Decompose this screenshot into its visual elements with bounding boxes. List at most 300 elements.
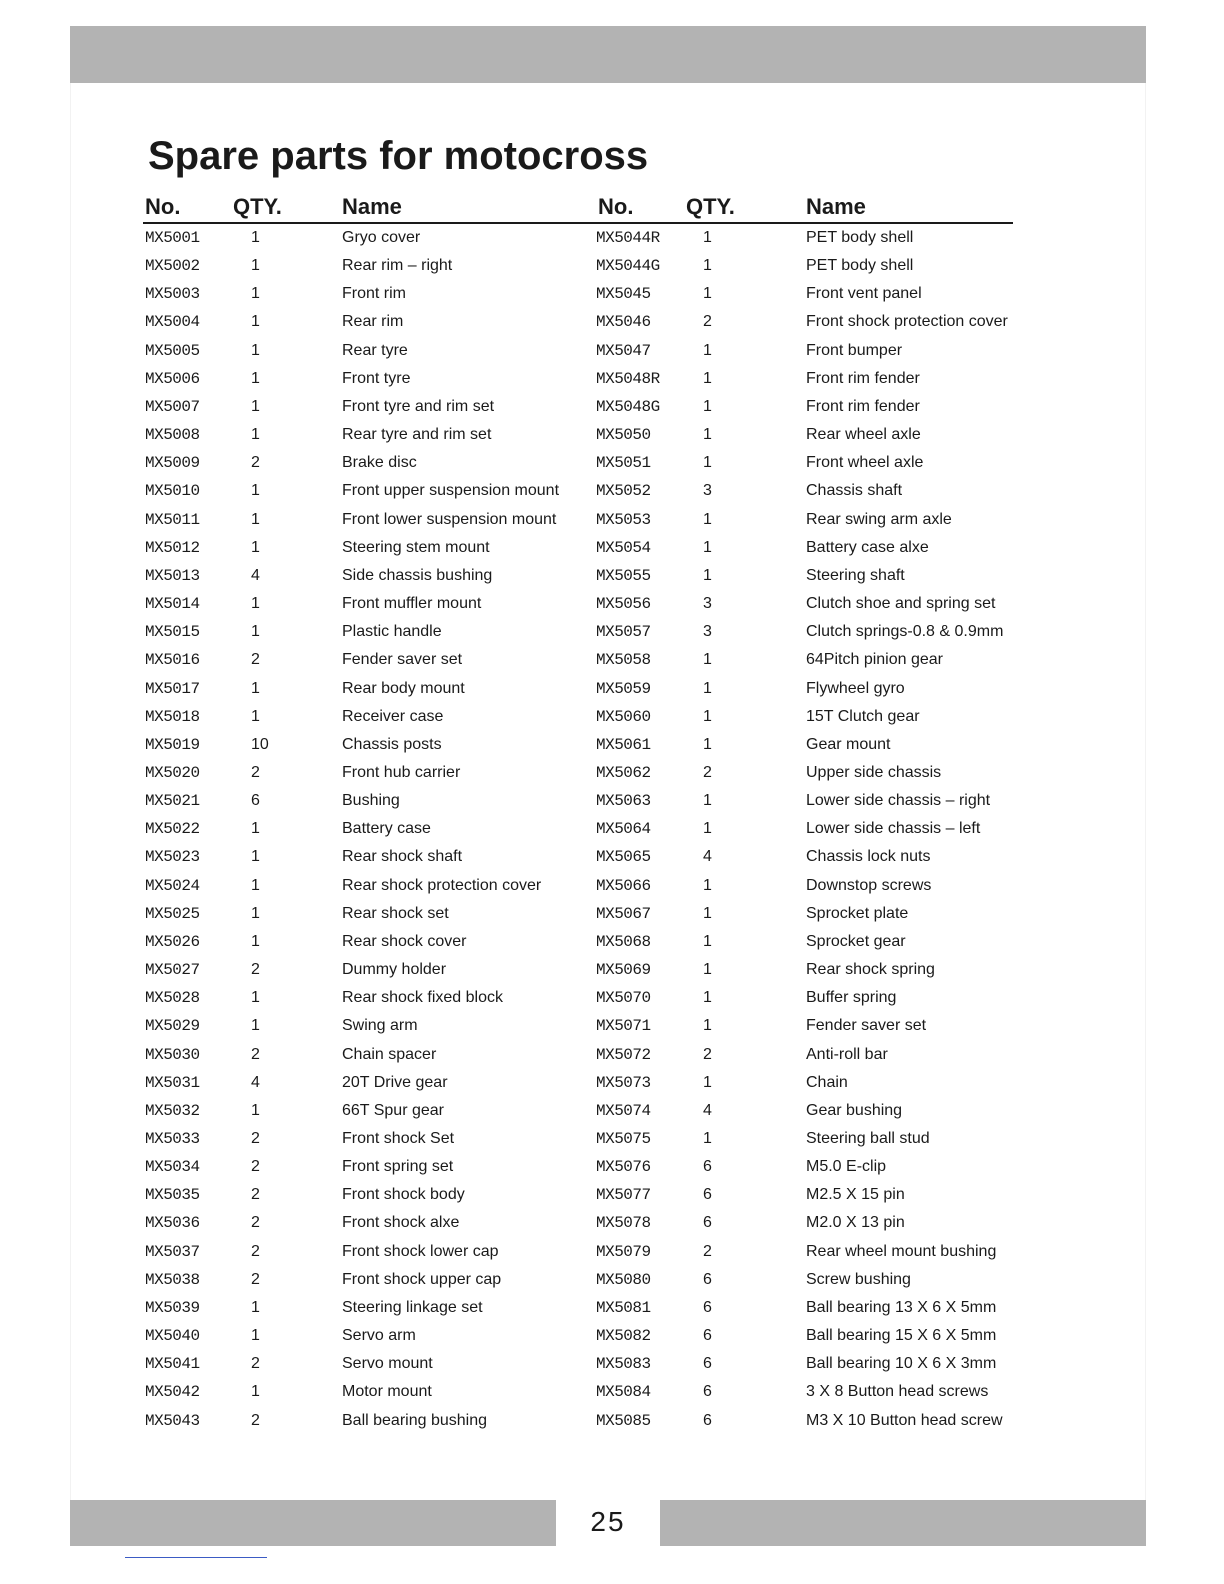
part-number-left: MX5034 — [145, 1158, 200, 1177]
part-number-left: MX5014 — [145, 595, 200, 614]
quantity-left: 1 — [251, 426, 260, 444]
quantity-right: 1 — [703, 257, 712, 275]
header-no-right: No. — [598, 194, 634, 219]
quantity-left: 1 — [251, 623, 260, 641]
part-number-left: MX5037 — [145, 1242, 200, 1261]
part-number-right: MX5066 — [596, 876, 651, 895]
part-number-right: MX5054 — [596, 538, 651, 557]
part-name-right: Clutch shoe and spring set — [806, 595, 996, 613]
quantity-left: 2 — [251, 1242, 260, 1260]
quantity-left: 1 — [251, 1327, 260, 1345]
part-name-left: Chain spacer — [342, 1045, 437, 1063]
part-number-left: MX5029 — [145, 1017, 200, 1036]
quantity-left: 1 — [251, 679, 260, 697]
quantity-left: 1 — [251, 397, 260, 415]
part-number-left: MX5030 — [145, 1045, 200, 1064]
part-name-right: M3 X 10 Button head screw — [806, 1411, 1003, 1429]
part-name-right: M2.0 X 13 pin — [806, 1214, 905, 1232]
quantity-right: 1 — [703, 369, 712, 387]
part-name-left: Front shock lower cap — [342, 1242, 499, 1260]
quantity-left: 2 — [251, 1158, 260, 1176]
part-name-left: Steering stem mount — [342, 538, 490, 556]
table-row — [0, 226, 1224, 254]
part-name-left: Steering linkage set — [342, 1298, 483, 1316]
part-number-left: MX5022 — [145, 820, 200, 839]
quantity-left: 2 — [251, 1045, 260, 1063]
part-name-right: Front vent panel — [806, 285, 922, 303]
quantity-right: 3 — [703, 595, 712, 613]
quantity-right: 1 — [703, 735, 712, 753]
part-number-right: MX5048G — [596, 397, 660, 416]
part-name-left: Servo mount — [342, 1355, 433, 1373]
table-row — [0, 902, 1224, 930]
table-row — [0, 817, 1224, 845]
part-name-left: Front shock upper cap — [342, 1270, 502, 1288]
part-name-right: M2.5 X 15 pin — [806, 1186, 905, 1204]
quantity-left: 1 — [251, 1017, 260, 1035]
part-name-right: Gear mount — [806, 735, 891, 753]
part-name-left: Rear shock protection cover — [342, 876, 542, 894]
part-number-left: MX5021 — [145, 792, 200, 811]
part-name-right: Steering shaft — [806, 566, 905, 584]
part-number-right: MX5081 — [596, 1298, 651, 1317]
table-row — [0, 1155, 1224, 1183]
quantity-left: 2 — [251, 1355, 260, 1373]
part-number-left: MX5010 — [145, 482, 200, 501]
quantity-right: 1 — [703, 1073, 712, 1091]
part-name-right: Buffer spring — [806, 989, 897, 1007]
quantity-left: 1 — [251, 1101, 260, 1119]
header-rule — [143, 222, 1013, 224]
part-number-right: MX5082 — [596, 1327, 651, 1346]
quantity-right: 1 — [703, 510, 712, 528]
part-number-left: MX5028 — [145, 989, 200, 1008]
quantity-right: 1 — [703, 876, 712, 894]
part-number-left: MX5009 — [145, 454, 200, 473]
part-name-left: Front shock body — [342, 1186, 465, 1204]
header-name-right: Name — [806, 194, 866, 219]
part-name-left: 20T Drive gear — [342, 1073, 448, 1091]
part-number-left: MX5012 — [145, 538, 200, 557]
table-row — [0, 761, 1224, 789]
part-name-right: Upper side chassis — [806, 763, 942, 781]
quantity-left: 1 — [251, 707, 260, 725]
table-row — [0, 1240, 1224, 1268]
part-name-right: Rear shock spring — [806, 961, 935, 979]
table-row — [0, 1324, 1224, 1352]
part-number-left: MX5024 — [145, 876, 200, 895]
part-number-left: MX5020 — [145, 763, 200, 782]
quantity-left: 1 — [251, 369, 260, 387]
table-row — [0, 648, 1224, 676]
part-name-left: Front tyre — [342, 369, 411, 387]
table-row — [0, 592, 1224, 620]
quantity-right: 1 — [703, 679, 712, 697]
part-name-left: Front spring set — [342, 1158, 454, 1176]
table-row — [0, 705, 1224, 733]
table-row — [0, 874, 1224, 902]
part-number-left: MX5041 — [145, 1355, 200, 1374]
part-number-right: MX5069 — [596, 961, 651, 980]
table-row — [0, 1071, 1224, 1099]
part-number-left: MX5003 — [145, 285, 200, 304]
quantity-right: 1 — [703, 285, 712, 303]
page-number: 25 — [590, 1506, 626, 1537]
part-name-left: Front upper suspension mount — [342, 482, 560, 500]
footer-link-underline — [125, 1557, 267, 1558]
table-row — [0, 958, 1224, 986]
part-name-right: Steering ball stud — [806, 1130, 930, 1147]
part-number-right: MX5058 — [596, 651, 651, 670]
quantity-right: 6 — [703, 1186, 712, 1204]
quantity-left: 2 — [251, 651, 260, 669]
table-row — [0, 310, 1224, 338]
part-name-left: Fender saver set — [342, 651, 463, 669]
part-number-right: MX5076 — [596, 1158, 651, 1177]
quantity-right: 2 — [703, 1242, 712, 1260]
part-number-right: MX5059 — [596, 679, 651, 698]
quantity-left: 1 — [251, 820, 260, 838]
part-name-left: Rear shock shaft — [342, 848, 463, 866]
part-name-left: Front hub carrier — [342, 763, 461, 781]
part-number-left: MX5042 — [145, 1383, 200, 1402]
table-row — [0, 845, 1224, 873]
part-number-left: MX5035 — [145, 1186, 200, 1205]
part-number-left: MX5001 — [145, 229, 200, 247]
part-name-right: Ball bearing 13 X 6 X 5mm — [806, 1298, 997, 1316]
top-band — [70, 26, 1146, 83]
part-name-right: Flywheel gyro — [806, 679, 905, 697]
part-number-left: MX5033 — [145, 1130, 200, 1148]
part-number-right: MX5055 — [596, 566, 651, 585]
part-name-right: Ball bearing 15 X 6 X 5mm — [806, 1327, 997, 1345]
quantity-right: 4 — [703, 848, 712, 866]
quantity-left: 2 — [251, 961, 260, 979]
part-number-right: MX5071 — [596, 1017, 651, 1036]
part-name-right: Front bumper — [806, 341, 903, 359]
quantity-right: 1 — [703, 426, 712, 444]
part-number-left: MX5007 — [145, 397, 200, 416]
part-number-left: MX5008 — [145, 426, 200, 445]
part-number-right: MX5061 — [596, 735, 651, 754]
part-name-left: Motor mount — [342, 1383, 432, 1401]
table-row — [0, 1099, 1224, 1127]
quantity-right: 1 — [703, 341, 712, 359]
part-number-right: MX5063 — [596, 792, 651, 811]
part-number-left: MX5038 — [145, 1270, 200, 1289]
header-qty-right: QTY. — [686, 194, 735, 219]
part-name-left: Rear tyre — [342, 341, 408, 359]
quantity-left: 1 — [251, 341, 260, 359]
part-name-left: Rear shock cover — [342, 932, 467, 950]
quantity-right: 6 — [703, 1355, 712, 1373]
part-name-left: Rear shock set — [342, 904, 449, 922]
part-name-left: Receiver case — [342, 707, 444, 725]
part-name-left: Ball bearing bushing — [342, 1411, 487, 1429]
part-number-left: MX5032 — [145, 1101, 200, 1120]
part-name-right: Front rim fender — [806, 369, 920, 387]
part-number-left: MX5027 — [145, 961, 200, 980]
part-name-right: Rear wheel axle — [806, 426, 921, 444]
part-name-right: Lower side chassis – right — [806, 792, 991, 810]
part-name-left: Gryo cover — [342, 229, 421, 246]
part-number-right: MX5057 — [596, 623, 651, 642]
table-row — [0, 1409, 1224, 1437]
part-number-right: MX5064 — [596, 820, 651, 839]
quantity-left: 1 — [251, 1298, 260, 1316]
quantity-left: 2 — [251, 1130, 260, 1147]
quantity-right: 1 — [703, 792, 712, 810]
table-row — [0, 479, 1224, 507]
quantity-left: 2 — [251, 454, 260, 472]
quantity-left: 1 — [251, 904, 260, 922]
part-number-left: MX5002 — [145, 257, 200, 276]
part-number-right: MX5067 — [596, 904, 651, 923]
part-number-left: MX5025 — [145, 904, 200, 923]
part-number-left: MX5006 — [145, 369, 200, 388]
table-row — [0, 1296, 1224, 1324]
quantity-right: 1 — [703, 904, 712, 922]
part-name-right: Fender saver set — [806, 1017, 927, 1035]
part-name-right: Gear bushing — [806, 1101, 903, 1119]
part-number-right: MX5062 — [596, 763, 651, 782]
quantity-right: 1 — [703, 1130, 712, 1147]
quantity-left: 4 — [251, 566, 260, 584]
part-number-right: MX5048R — [596, 369, 660, 388]
quantity-left: 1 — [251, 257, 260, 275]
part-name-left: Swing arm — [342, 1017, 418, 1035]
quantity-left: 1 — [251, 932, 260, 950]
part-name-right: Screw bushing — [806, 1270, 911, 1288]
table-row — [0, 986, 1224, 1014]
quantity-left: 1 — [251, 848, 260, 866]
table-row — [0, 677, 1224, 705]
part-number-right: MX5044G — [596, 257, 660, 276]
table-row — [0, 339, 1224, 367]
part-number-right: MX5046 — [596, 313, 651, 332]
part-name-right: Front wheel axle — [806, 454, 924, 472]
header-name-left: Name — [342, 194, 402, 219]
quantity-right: 2 — [703, 763, 712, 781]
quantity-right: 2 — [703, 313, 712, 331]
parts-table — [0, 226, 1224, 1437]
part-number-left: MX5036 — [145, 1214, 200, 1233]
part-number-right: MX5047 — [596, 341, 651, 360]
part-number-right: MX5077 — [596, 1186, 651, 1205]
part-name-left: Front tyre and rim set — [342, 397, 495, 415]
quantity-left: 1 — [251, 313, 260, 331]
part-number-left: MX5040 — [145, 1327, 200, 1346]
table-row — [0, 1380, 1224, 1408]
part-name-right: Rear wheel mount bushing — [806, 1242, 997, 1260]
table-row — [0, 620, 1224, 648]
table-row — [0, 367, 1224, 395]
part-number-right: MX5074 — [596, 1101, 651, 1120]
part-number-right: MX5068 — [596, 932, 651, 951]
table-row — [0, 930, 1224, 958]
part-name-left: Rear body mount — [342, 679, 465, 697]
part-number-right: MX5056 — [596, 595, 651, 614]
table-row — [0, 564, 1224, 592]
part-name-right: Downstop screws — [806, 876, 932, 894]
part-name-right: 3 X 8 Button head screws — [806, 1383, 989, 1401]
part-name-right: Sprocket plate — [806, 904, 909, 922]
part-name-left: 66T Spur gear — [342, 1101, 444, 1119]
part-number-left: MX5023 — [145, 848, 200, 867]
part-name-right: 15T Clutch gear — [806, 707, 920, 725]
quantity-left: 1 — [251, 876, 260, 894]
quantity-right: 1 — [703, 229, 712, 246]
part-name-left: Front shock alxe — [342, 1214, 460, 1232]
part-number-right: MX5050 — [596, 426, 651, 445]
footer-band-left — [70, 1500, 556, 1546]
part-name-right: Lower side chassis – left — [806, 820, 981, 838]
part-name-left: Plastic handle — [342, 623, 442, 641]
table-row — [0, 254, 1224, 282]
part-name-left: Dummy holder — [342, 961, 447, 979]
part-number-left: MX5015 — [145, 623, 200, 642]
quantity-left: 1 — [251, 482, 260, 500]
part-name-left: Side chassis bushing — [342, 566, 493, 584]
part-name-right: Sprocket gear — [806, 932, 906, 950]
part-name-left: Front shock Set — [342, 1130, 455, 1147]
part-number-right: MX5053 — [596, 510, 651, 529]
header-no-left: No. — [145, 194, 181, 219]
table-row — [0, 733, 1224, 761]
quantity-left: 2 — [251, 1186, 260, 1204]
part-name-right: Rear swing arm axle — [806, 510, 952, 528]
page-title: Spare parts for motocross — [148, 134, 649, 178]
part-name-right: M5.0 E-clip — [806, 1158, 887, 1176]
part-name-left: Rear tyre and rim set — [342, 426, 492, 444]
part-name-left: Bushing — [342, 792, 400, 810]
part-name-left: Brake disc — [342, 454, 417, 472]
table-row — [0, 1127, 1224, 1155]
quantity-left: 1 — [251, 229, 260, 246]
quantity-right: 1 — [703, 397, 712, 415]
quantity-left: 1 — [251, 510, 260, 528]
quantity-right: 1 — [703, 566, 712, 584]
quantity-left: 6 — [251, 792, 260, 810]
quantity-left: 1 — [251, 595, 260, 613]
part-name-left: Battery case — [342, 820, 431, 838]
part-number-left: MX5017 — [145, 679, 200, 698]
table-header — [0, 194, 1224, 220]
part-number-right: MX5078 — [596, 1214, 651, 1233]
quantity-left: 2 — [251, 1214, 260, 1232]
part-number-right: MX5083 — [596, 1355, 651, 1374]
part-name-right: PET body shell — [806, 229, 914, 246]
part-number-right: MX5045 — [596, 285, 651, 304]
part-number-right: MX5070 — [596, 989, 651, 1008]
part-number-right: MX5051 — [596, 454, 651, 473]
part-name-right: Ball bearing 10 X 6 X 3mm — [806, 1355, 997, 1373]
part-number-left: MX5004 — [145, 313, 200, 332]
footer-band-right — [660, 1500, 1146, 1546]
quantity-right: 1 — [703, 989, 712, 1007]
part-number-right: MX5065 — [596, 848, 651, 867]
quantity-left: 10 — [251, 735, 269, 753]
part-name-right: Front shock protection cover — [806, 313, 1008, 331]
part-number-left: MX5016 — [145, 651, 200, 670]
part-number-left: MX5026 — [145, 932, 200, 951]
part-name-right: Front rim fender — [806, 397, 920, 415]
table-row — [0, 395, 1224, 423]
part-number-left: MX5039 — [145, 1298, 200, 1317]
table-row — [0, 1352, 1224, 1380]
quantity-left: 4 — [251, 1073, 260, 1091]
quantity-right: 1 — [703, 454, 712, 472]
quantity-right: 6 — [703, 1383, 712, 1401]
quantity-right: 6 — [703, 1270, 712, 1288]
quantity-left: 1 — [251, 538, 260, 556]
header-qty-left: QTY. — [233, 194, 282, 219]
quantity-left: 1 — [251, 285, 260, 303]
quantity-right: 1 — [703, 961, 712, 979]
quantity-right: 6 — [703, 1411, 712, 1429]
part-number-right: MX5080 — [596, 1270, 651, 1289]
part-number-left: MX5011 — [145, 510, 200, 529]
table-row — [0, 1183, 1224, 1211]
quantity-left: 2 — [251, 763, 260, 781]
quantity-right: 6 — [703, 1158, 712, 1176]
part-name-left: Servo arm — [342, 1327, 416, 1345]
part-name-left: Rear shock fixed block — [342, 989, 503, 1007]
part-number-right: MX5073 — [596, 1073, 651, 1092]
part-name-left: Rear rim — [342, 313, 404, 331]
table-row — [0, 451, 1224, 479]
part-number-right: MX5075 — [596, 1130, 651, 1148]
part-name-right: Chain — [806, 1073, 848, 1091]
quantity-right: 1 — [703, 538, 712, 556]
quantity-right: 1 — [703, 707, 712, 725]
table-row — [0, 282, 1224, 310]
quantity-right: 3 — [703, 623, 712, 641]
part-name-right: Battery case alxe — [806, 538, 929, 556]
quantity-right: 1 — [703, 932, 712, 950]
part-name-left: Front lower suspension mount — [342, 510, 557, 528]
table-row — [0, 1268, 1224, 1296]
quantity-right: 1 — [703, 651, 712, 669]
part-name-right: Chassis shaft — [806, 482, 903, 500]
part-number-right: MX5052 — [596, 482, 651, 501]
quantity-right: 1 — [703, 1017, 712, 1035]
part-name-right: Chassis lock nuts — [806, 848, 931, 866]
part-number-right: MX5085 — [596, 1411, 651, 1430]
part-name-left: Rear rim – right — [342, 257, 453, 275]
quantity-right: 6 — [703, 1214, 712, 1232]
table-row — [0, 508, 1224, 536]
part-name-left: Front muffler mount — [342, 595, 482, 613]
part-number-left: MX5019 — [145, 735, 200, 754]
part-name-right: Anti-roll bar — [806, 1045, 888, 1063]
part-number-left: MX5031 — [145, 1073, 200, 1092]
part-number-right: MX5044R — [596, 229, 660, 247]
part-name-left: Front rim — [342, 285, 406, 303]
quantity-left: 2 — [251, 1411, 260, 1429]
table-row — [0, 423, 1224, 451]
part-number-right: MX5072 — [596, 1045, 651, 1064]
quantity-right: 6 — [703, 1327, 712, 1345]
part-number-right: MX5079 — [596, 1242, 651, 1261]
part-number-left: MX5005 — [145, 341, 200, 360]
quantity-right: 3 — [703, 482, 712, 500]
part-number-right: MX5084 — [596, 1383, 651, 1402]
quantity-right: 2 — [703, 1045, 712, 1063]
part-number-right: MX5060 — [596, 707, 651, 726]
part-number-left: MX5043 — [145, 1411, 200, 1430]
quantity-right: 4 — [703, 1101, 712, 1119]
